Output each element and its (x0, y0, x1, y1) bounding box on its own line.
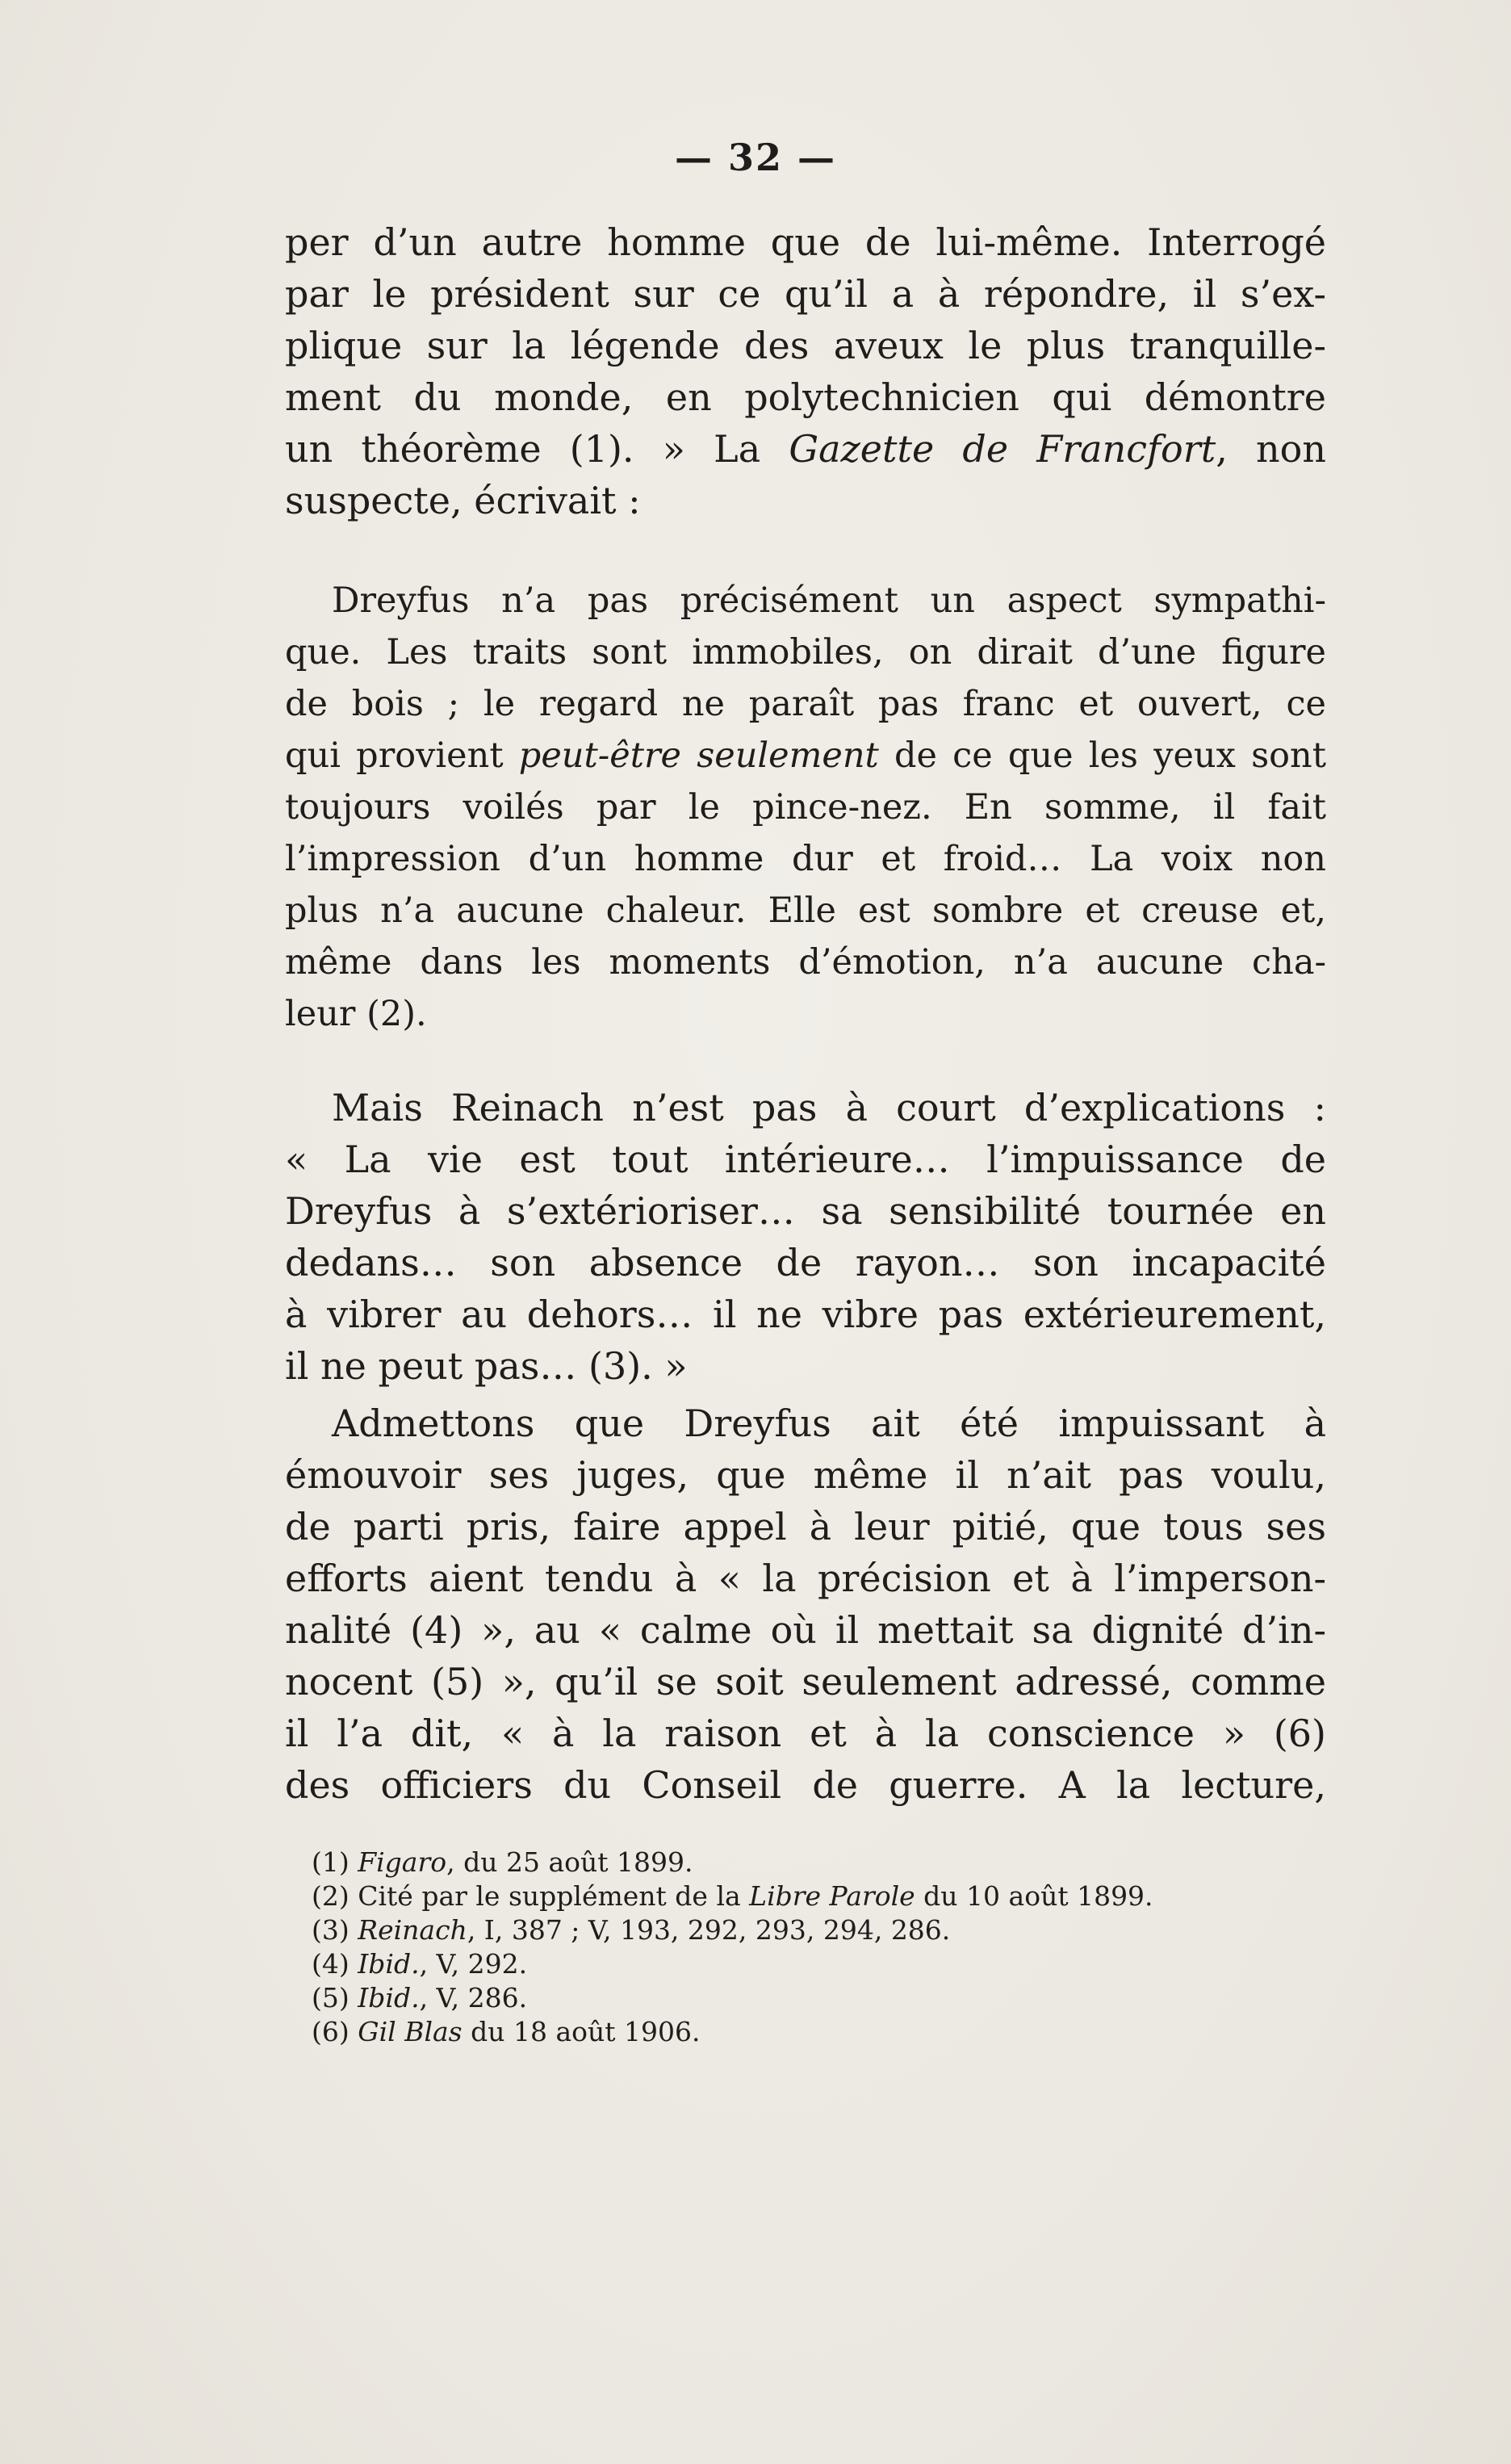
text-line: des officiers du Conseil de guerre. A la lecture, (285, 1763, 1326, 1807)
text-line: Admettons que Dreyfus ait été impuissant à (332, 1402, 1326, 1445)
text-line: qui provient peut-être seulement de ce que les yeux sont (285, 735, 1326, 776)
text-line: de parti pris, faire appel à leur pitié, que tous ses (285, 1505, 1326, 1548)
text-line: « La vie est tout intérieure… l’impuissance de (285, 1138, 1326, 1181)
footnote: (2) Cité par le supplément de la Libre Parole du 10 août 1899. (312, 1880, 1153, 1912)
text-line: à vibrer au dehors… il ne vibre pas extérieurement, (285, 1293, 1326, 1336)
text-line: l’impression d’un homme dur et froid… La voix non (285, 839, 1326, 879)
footnotes (312, 1846, 1329, 2049)
text-line: émouvoir ses juges, que même il n’ait pas voulu, (285, 1453, 1326, 1497)
text-line: ment du monde, en polytechnicien qui démontre (285, 375, 1326, 419)
footnote: (5) Ibid., V, 286. (312, 1982, 528, 2014)
text-line: par le président sur ce qu’il a à répondre, il s’ex- (285, 272, 1326, 316)
text-line: efforts aient tendu à « la précision et à l’imperson- (285, 1557, 1326, 1600)
text-line: Mais Reinach n’est pas à court d’explications : (332, 1086, 1326, 1129)
text-line: Dreyfus n’a pas précisément un aspect sympathi- (332, 580, 1326, 621)
page-number: — 32 — (674, 136, 837, 179)
footnote: (6) Gil Blas du 18 août 1906. (312, 2016, 701, 2047)
text-line: Dreyfus à s’extérioriser… sa sensibilité tournée en (285, 1189, 1326, 1233)
text-line: nalité (4) », au « calme où il mettait sa dignité d’in- (285, 1608, 1326, 1652)
text-line: suspecte, écrivait : (285, 479, 641, 522)
text-line: plus n’a aucune chaleur. Elle est sombre et creuse et, (285, 890, 1326, 931)
text-line: toujours voilés par le pince-nez. En somme, il fait (285, 787, 1326, 828)
text-line: per d’un autre homme que de lui-même. Interrogé (285, 220, 1326, 264)
quoted-paragraph (285, 575, 1326, 1040)
text-line: leur (2). (285, 994, 427, 1034)
text-line: nocent (5) », qu’il se soit seulement adressé, comme (285, 1660, 1326, 1703)
paragraph-2 (285, 1082, 1326, 1392)
text-line: plique sur la légende des aveux le plus tranquille- (285, 324, 1326, 367)
footnote: (3) Reinach, I, 387 ; V, 193, 292, 293, 294, 286. (312, 1914, 951, 1946)
paragraph-1 (285, 216, 1326, 526)
text-line: il l’a dit, « à la raison et à la conscience » (6) (285, 1712, 1326, 1755)
footnote: (4) Ibid., V, 292. (312, 1948, 528, 1980)
text-line: que. Les traits sont immobiles, on dirait d’une figure (285, 632, 1326, 673)
text-line: un théorème (1). » La Gazette de Francfort, non (285, 427, 1326, 471)
text-line: dedans… son absence de rayon… son incapacité (285, 1241, 1326, 1284)
text-line: il ne peut pas… (3). » (285, 1344, 688, 1388)
paragraph-3 (285, 1398, 1326, 1811)
footnote: (1) Figaro, du 25 août 1899. (312, 1846, 693, 1878)
text-line: même dans les moments d’émotion, n’a aucune cha- (285, 942, 1326, 983)
text-line: de bois ; le regard ne paraît pas franc et ouvert, ce (285, 684, 1326, 724)
